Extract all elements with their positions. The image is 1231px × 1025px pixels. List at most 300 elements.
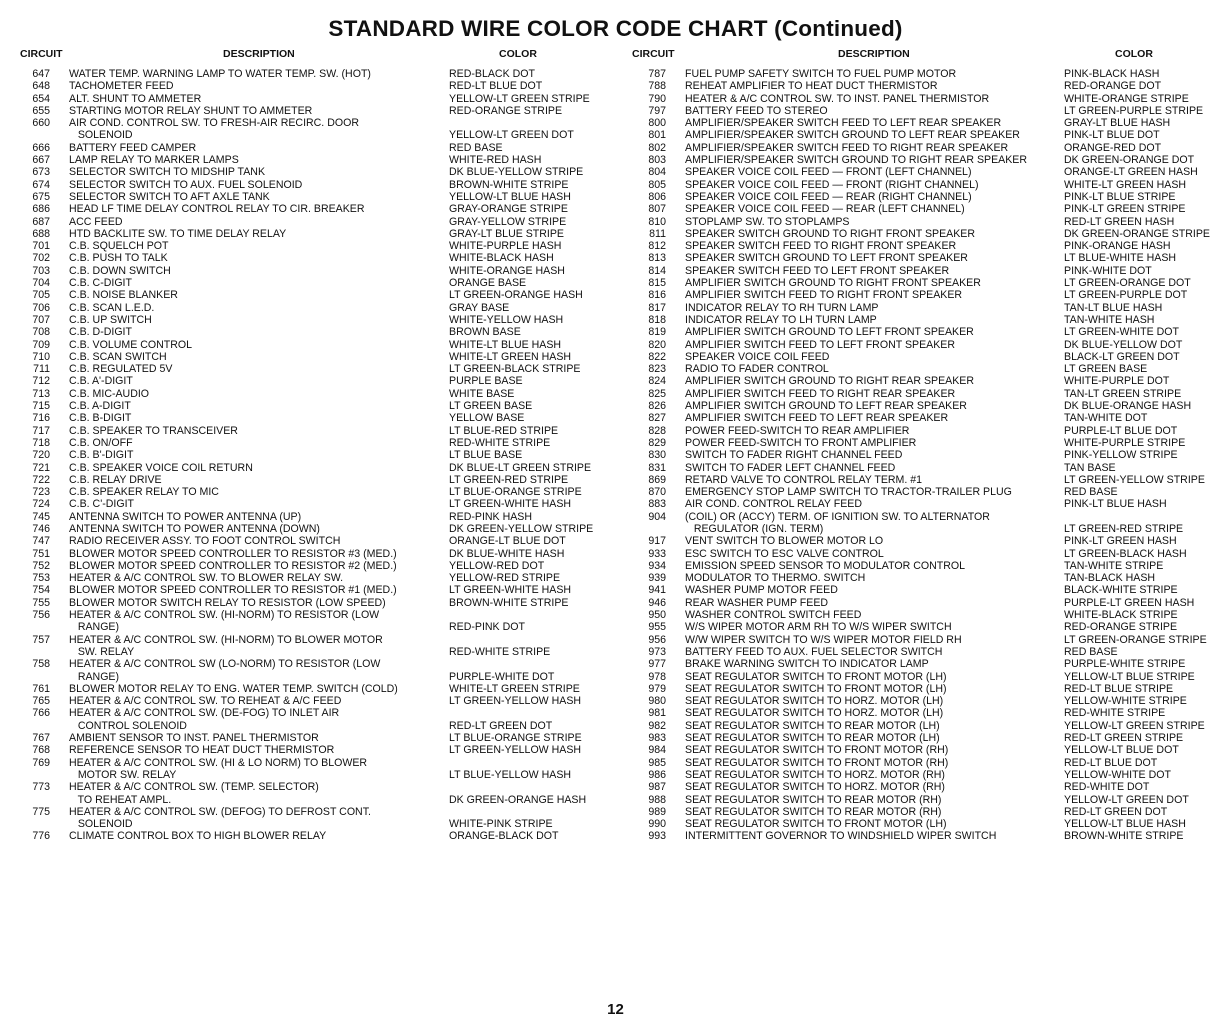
circuit-number: 978	[648, 670, 666, 683]
circuit-number: 724	[32, 498, 50, 511]
table-row	[14, 166, 614, 178]
circuit-number: 746	[32, 522, 50, 535]
table-row	[630, 216, 1226, 228]
wire-color: TAN-BLACK HASH	[1064, 572, 1156, 585]
table-row	[630, 781, 1226, 793]
wire-color: TAN-WHITE HASH	[1064, 313, 1155, 326]
wire-color: RED-LT BLUE DOT	[1064, 756, 1158, 769]
circuit-number: 950	[648, 609, 666, 622]
circuit-header: CIRCUIT	[632, 48, 675, 60]
circuit-description: C.B. SPEAKER TO TRANSCEIVER	[69, 424, 238, 437]
wire-color: YELLOW-LT BLUE HASH	[1064, 818, 1186, 831]
circuit-number: 933	[648, 547, 666, 560]
circuit-description: HEAD LF TIME DELAY CONTROL RELAY TO CIR. BREAKER	[69, 203, 365, 216]
wire-color: RED-BLACK DOT	[449, 68, 535, 80]
wire-color: BROWN-WHITE STRIPE	[1064, 830, 1184, 843]
circuit-description: (COIL) OR (ACCY) TERM. OF IGNITION SW. TO ALTERNATOR REGULATOR (IGN. TERM)	[685, 510, 990, 535]
circuit-description: AIR COND. CONTROL SW. TO FRESH-AIR RECIRC. DOOR SOLENOID	[69, 117, 359, 142]
wire-color: LT GREEN-RED STRIPE	[1064, 522, 1184, 535]
circuit-description: HEATER & A/C CONTROL SW. TO INST. PANEL THERMISTOR	[685, 92, 990, 105]
table-row	[14, 252, 614, 264]
wire-color: WHITE-BLACK HASH	[449, 252, 554, 265]
circuit-number: 820	[648, 338, 666, 351]
wire-color: RED-LT GREEN DOT	[1064, 805, 1168, 818]
circuit-description: HEATER & A/C CONTROL SW. (DE-FOG) TO INLET AIR CONTROL SOLENOID	[69, 707, 340, 732]
wire-color: WHITE-LT GREEN STRIPE	[449, 682, 580, 695]
wire-color: RED-LT GREEN HASH	[1064, 215, 1175, 228]
circuit-description: LAMP RELAY TO MARKER LAMPS	[69, 154, 239, 167]
circuit-number: 756	[32, 609, 50, 622]
circuit-number: 803	[648, 154, 666, 167]
table-row	[630, 437, 1226, 449]
circuit-number: 758	[32, 658, 50, 671]
wire-color: GRAY-YELLOW STRIPE	[449, 215, 567, 228]
wire-color: WHITE-LT GREEN HASH	[1064, 178, 1187, 191]
circuit-description: STARTING MOTOR RELAY SHUNT TO AMMETER	[69, 104, 313, 117]
table-row	[630, 584, 1226, 596]
circuit-number: 812	[648, 240, 666, 253]
circuit-description: HEATER & A/C CONTROL SW. TO BLOWER RELAY SW.	[69, 572, 344, 585]
circuit-description: C.B. C-DIGIT	[69, 277, 132, 290]
circuit-description: AMPLIFIER SWITCH FEED TO RIGHT FRONT SPEAKER	[685, 289, 963, 302]
table-row	[14, 781, 614, 806]
table-row	[14, 326, 614, 338]
circuit-description: SPEAKER VOICE COIL FEED — REAR (LEFT CHANNEL)	[685, 203, 965, 216]
circuit-header: CIRCUIT	[20, 48, 63, 60]
table-row	[14, 314, 614, 326]
wire-color: RED-WHITE STRIPE	[449, 436, 551, 449]
wire-color: GRAY-ORANGE STRIPE	[449, 203, 568, 216]
circuit-description: REAR WASHER PUMP FEED	[685, 596, 829, 609]
table-row	[630, 142, 1226, 154]
wire-color: RED-LT GREEN DOT	[449, 719, 553, 732]
circuit-number: 811	[649, 227, 666, 240]
table-row	[630, 560, 1226, 572]
right-table-body	[630, 68, 1226, 843]
wire-color: LT BLUE BASE	[449, 449, 523, 462]
wire-color: WHITE-LT GREEN HASH	[449, 350, 572, 363]
circuit-description: EMERGENCY STOP LAMP SWITCH TO TRACTOR-TRAILER PLUG	[685, 486, 1012, 499]
circuit-description: HEATER & A/C CONTROL SW. (HI-NORM) TO RESISTOR (LOW RANGE)	[69, 609, 380, 634]
table-row	[14, 412, 614, 424]
table-row	[14, 388, 614, 400]
wire-color: ORANGE-LT BLUE DOT	[449, 535, 566, 548]
table-row	[14, 105, 614, 117]
wire-color: WHITE BASE	[449, 387, 515, 400]
circuit-number: 981	[648, 707, 666, 720]
circuit-description: AIR COND. CONTROL RELAY FEED	[685, 498, 862, 511]
circuit-description: C.B. RELAY DRIVE	[69, 473, 162, 486]
circuit-number: 917	[648, 535, 666, 548]
wire-color: DK GREEN-YELLOW STRIPE	[449, 522, 594, 535]
wire-color: PURPLE-WHITE DOT	[449, 670, 555, 683]
circuit-description: BLOWER MOTOR SPEED CONTROLLER TO RESISTOR #3 (MED.)	[69, 547, 397, 560]
column-headers	[630, 46, 1226, 68]
wire-color: LT GREEN-WHITE DOT	[1064, 326, 1179, 339]
circuit-number: 983	[648, 732, 666, 745]
circuit-number: 797	[648, 104, 666, 117]
table-row	[630, 375, 1226, 387]
left-column	[14, 46, 614, 843]
circuit-description: REHEAT AMPLIFIER TO HEAT DUCT THERMISTOR	[685, 80, 938, 93]
table-row	[14, 339, 614, 351]
circuit-description: SEAT REGULATOR SWITCH TO FRONT MOTOR (LH)	[685, 670, 947, 683]
wire-color: LT GREEN-ORANGE DOT	[1064, 277, 1191, 290]
table-row	[630, 806, 1226, 818]
wire-color: RED-ORANGE DOT	[1064, 80, 1162, 93]
table-row	[14, 375, 614, 387]
circuit-number: 790	[648, 92, 666, 105]
circuit-number: 648	[32, 80, 50, 93]
circuit-description: RADIO RECEIVER ASSY. TO FOOT CONTROL SWITCH	[69, 535, 341, 548]
circuit-description: HEATER & A/C CONTROL SW. (HI & LO NORM) TO BLOWER MOTOR SW. RELAY	[69, 756, 368, 781]
table-row	[630, 240, 1226, 252]
circuit-description: SEAT REGULATOR SWITCH TO REAR MOTOR (RH)	[685, 793, 942, 806]
circuit-number: 800	[648, 117, 666, 130]
wire-color: LT GREEN-ORANGE STRIPE	[1064, 633, 1207, 646]
wire-color: RED-WHITE STRIPE	[1064, 707, 1166, 720]
wire-color: PINK-WHITE DOT	[1064, 264, 1152, 277]
wire-color: RED-ORANGE STRIPE	[1064, 621, 1178, 634]
table-row	[14, 449, 614, 461]
wire-color: BROWN-WHITE STRIPE	[449, 178, 569, 191]
color-header: COLOR	[1115, 48, 1153, 60]
wire-color: LT BLUE-YELLOW HASH	[449, 768, 572, 781]
circuit-number: 647	[32, 68, 50, 80]
table-row	[630, 449, 1226, 461]
wire-color: ORANGE-BLACK DOT	[449, 830, 559, 843]
table-row	[14, 351, 614, 363]
wire-color: ORANGE-LT GREEN HASH	[1064, 166, 1198, 179]
circuit-number: 807	[648, 203, 666, 216]
wire-color: YELLOW-LT BLUE HASH	[449, 190, 571, 203]
table-row	[630, 252, 1226, 264]
table-row	[630, 265, 1226, 277]
circuit-number: 802	[648, 141, 666, 154]
circuit-number: 711	[33, 363, 50, 376]
circuit-number: 708	[32, 326, 50, 339]
circuit-description: SPEAKER VOICE COIL FEED	[685, 350, 830, 363]
wire-color: RED-LT BLUE STRIPE	[1064, 682, 1174, 695]
circuit-description: BATTERY FEED TO AUX. FUEL SELECTOR SWITCH	[685, 645, 943, 658]
circuit-number: 660	[32, 117, 50, 130]
wire-color: DK GREEN-ORANGE DOT	[1064, 154, 1195, 167]
circuit-number: 984	[648, 744, 666, 757]
circuit-number: 710	[32, 350, 50, 363]
wire-color: YELLOW-RED DOT	[449, 559, 545, 572]
circuit-number: 827	[648, 412, 666, 425]
circuit-number: 813	[648, 252, 666, 265]
wire-color: PINK-LT GREEN HASH	[1064, 535, 1177, 548]
wire-color: LT GREEN-YELLOW HASH	[449, 744, 582, 757]
wire-color: ORANGE BASE	[449, 277, 527, 290]
table-row	[14, 609, 614, 634]
circuit-number: 804	[648, 166, 666, 179]
table-row	[14, 437, 614, 449]
circuit-number: 787	[648, 68, 666, 80]
circuit-number: 824	[648, 375, 666, 388]
circuit-description: BLOWER MOTOR SPEED CONTROLLER TO RESISTOR #2 (MED.)	[69, 559, 397, 572]
circuit-number: 815	[648, 277, 666, 290]
circuit-description: AMPLIFIER/SPEAKER SWITCH FEED TO RIGHT REAR SPEAKER	[685, 141, 1009, 154]
circuit-number: 768	[32, 744, 50, 757]
circuit-number: 826	[648, 400, 666, 413]
circuit-number: 883	[648, 498, 666, 511]
wire-color: LT GREEN-WHITE HASH	[449, 498, 572, 511]
circuit-description: C.B. ON/OFF	[69, 436, 133, 449]
circuit-description: REFERENCE SENSOR TO HEAT DUCT THERMISTOR	[69, 744, 335, 757]
table-row	[630, 474, 1226, 486]
circuit-description: SELECTOR SWITCH TO MIDSHIP TANK	[69, 166, 266, 179]
circuit-description: RETARD VALVE TO CONTROL RELAY TERM. #1	[685, 473, 923, 486]
table-row	[14, 498, 614, 510]
circuit-description: AMPLIFIER SWITCH GROUND TO RIGHT REAR SPEAKER	[685, 375, 975, 388]
table-row	[630, 289, 1226, 301]
circuit-number: 814	[648, 264, 666, 277]
wire-color: YELLOW BASE	[449, 412, 525, 425]
table-row	[630, 400, 1226, 412]
table-row	[14, 289, 614, 301]
table-row	[14, 117, 614, 142]
circuit-number: 761	[32, 682, 50, 695]
table-row	[630, 80, 1226, 92]
wire-color: DK GREEN-ORANGE STRIPE	[1064, 227, 1210, 240]
wire-color: TAN-LT GREEN STRIPE	[1064, 387, 1182, 400]
circuit-description: C.B. VOLUME CONTROL	[69, 338, 193, 351]
circuit-number: 776	[32, 830, 50, 843]
circuit-description: ANTENNA SWITCH TO POWER ANTENNA (UP)	[69, 510, 302, 523]
wire-color: PURPLE-LT BLUE DOT	[1064, 424, 1178, 437]
circuit-description: EMISSION SPEED SENSOR TO MODULATOR CONTROL	[685, 559, 965, 572]
description-header: DESCRIPTION	[838, 48, 910, 60]
circuit-number: 825	[648, 387, 666, 400]
wire-color: RED-PINK DOT	[449, 621, 525, 634]
page-title: STANDARD WIRE COLOR CODE CHART (Continued)	[328, 16, 903, 41]
circuit-number: 752	[32, 559, 50, 572]
table-row	[14, 757, 614, 782]
left-table-body	[14, 68, 614, 843]
table-row	[14, 572, 614, 584]
circuit-number: 723	[32, 486, 50, 499]
circuit-number: 766	[32, 707, 50, 720]
table-row	[630, 129, 1226, 141]
table-row	[630, 277, 1226, 289]
table-row	[630, 720, 1226, 732]
wire-color: PINK-LT BLUE DOT	[1064, 129, 1160, 142]
circuit-number: 767	[32, 732, 50, 745]
wire-color: WHITE-PINK STRIPE	[449, 818, 553, 831]
table-row	[630, 166, 1226, 178]
table-row	[630, 425, 1226, 437]
table-row	[630, 683, 1226, 695]
table-row	[630, 191, 1226, 203]
wire-color: LT GREEN-ORANGE HASH	[449, 289, 583, 302]
table-row	[630, 818, 1226, 830]
circuit-description: HEATER & A/C CONTROL SW. (DEFOG) TO DEFROST CONT. SOLENOID	[69, 805, 371, 831]
table-row	[14, 548, 614, 560]
table-row	[14, 154, 614, 166]
wire-color: LT GREEN-YELLOW HASH	[449, 695, 582, 708]
table-row	[14, 80, 614, 92]
circuit-number: 722	[32, 473, 50, 486]
table-row	[14, 584, 614, 596]
circuit-description: SEAT REGULATOR SWITCH TO HORZ. MOTOR (RH)	[685, 781, 945, 794]
table-row	[630, 511, 1226, 536]
circuit-description: AMPLIFIER SWITCH FEED TO LEFT REAR SPEAKER	[685, 412, 949, 425]
wire-color: PINK-YELLOW STRIPE	[1064, 449, 1178, 462]
wire-color: WHITE-YELLOW HASH	[449, 313, 564, 326]
circuit-description: AMBIENT SENSOR TO INST. PANEL THERMISTOR	[69, 732, 319, 745]
table-row	[14, 695, 614, 707]
circuit-description: W/W WIPER SWITCH TO W/S WIPER MOTOR FIELD RH	[685, 633, 962, 646]
table-row	[14, 191, 614, 203]
table-row	[14, 228, 614, 240]
table-row	[630, 646, 1226, 658]
circuit-description: C.B. D-DIGIT	[69, 326, 132, 339]
circuit-description: SEAT REGULATOR SWITCH TO REAR MOTOR (LH)	[685, 732, 940, 745]
wire-color: RED-LT BLUE DOT	[449, 80, 543, 93]
circuit-number: 765	[32, 695, 50, 708]
circuit-description: SPEAKER VOICE COIL FEED — FRONT (RIGHT CHANNEL)	[685, 178, 979, 191]
circuit-number: 675	[32, 190, 50, 203]
wire-color: LT GREEN-PURPLE STRIPE	[1064, 104, 1204, 117]
circuit-description: C.B. UP SWITCH	[69, 313, 152, 326]
circuit-description: HEATER & A/C CONTROL SW. TO REHEAT & A/C FEED	[69, 695, 342, 708]
circuit-number: 819	[648, 326, 666, 339]
circuit-description: SEAT REGULATOR SWITCH TO REAR MOTOR (LH)	[685, 719, 940, 732]
wire-color: RED BASE	[1064, 486, 1118, 499]
circuit-number: 955	[648, 621, 666, 634]
wire-color: ORANGE-RED DOT	[1064, 141, 1162, 154]
wire-color: WHITE-ORANGE STRIPE	[1064, 92, 1189, 105]
circuit-description: SEAT REGULATOR SWITCH TO HORZ. MOTOR (RH)	[685, 768, 945, 781]
circuit-description: C.B. PUSH TO TALK	[69, 252, 168, 265]
circuit-description: SPEAKER SWITCH GROUND TO LEFT FRONT SPEAKER	[685, 252, 968, 265]
circuit-number: 828	[648, 424, 666, 437]
circuit-description: WASHER PUMP MOTOR FEED	[685, 584, 838, 597]
circuit-description: HEATER & A/C CONTROL SW. (HI-NORM) TO BLOWER MOTOR SW. RELAY	[69, 633, 383, 658]
circuit-number: 941	[648, 584, 666, 597]
table-row	[14, 240, 614, 252]
circuit-description: INDICATOR RELAY TO RH TURN LAMP	[685, 301, 879, 314]
table-row	[630, 351, 1226, 363]
column-headers	[14, 46, 614, 68]
table-row	[630, 228, 1226, 240]
wire-color: GRAY-LT BLUE HASH	[1064, 117, 1171, 130]
circuit-number: 654	[32, 92, 50, 105]
circuit-description: C.B. SCAN SWITCH	[69, 350, 167, 363]
circuit-number: 706	[32, 301, 50, 314]
circuit-number: 985	[648, 756, 666, 769]
table-row	[14, 486, 614, 498]
circuit-description: SEAT REGULATOR SWITCH TO HORZ. MOTOR (LH)	[685, 707, 944, 720]
circuit-description: C.B. B'-DIGIT	[69, 449, 134, 462]
circuit-number: 946	[648, 596, 666, 609]
table-row	[14, 707, 614, 732]
wire-color: LT BLUE-RED STRIPE	[449, 424, 559, 437]
circuit-number: 686	[32, 203, 50, 216]
description-header: DESCRIPTION	[223, 48, 295, 60]
wire-color: PINK-LT BLUE HASH	[1064, 498, 1167, 511]
wire-color: WHITE-RED HASH	[449, 154, 542, 167]
wire-color: YELLOW-LT GREEN DOT	[1064, 793, 1189, 806]
circuit-number: 717	[32, 424, 50, 437]
wire-color: RED BASE	[449, 141, 503, 154]
circuit-description: W/S WIPER MOTOR ARM RH TO W/S WIPER SWITCH	[685, 621, 952, 634]
circuit-number: 703	[32, 264, 50, 277]
circuit-description: C.B. SPEAKER VOICE COIL RETURN	[69, 461, 253, 474]
table-row	[630, 105, 1226, 117]
circuit-number: 806	[648, 190, 666, 203]
wire-color: DK BLUE-LT GREEN STRIPE	[449, 461, 592, 474]
circuit-description: AMPLIFIER/SPEAKER SWITCH FEED TO LEFT REAR SPEAKER	[685, 117, 1002, 130]
circuit-description: C.B. A'-DIGIT	[69, 375, 133, 388]
table-row	[630, 658, 1226, 670]
circuit-description: SELECTOR SWITCH TO AUX. FUEL SOLENOID	[69, 178, 303, 191]
circuit-description: AMPLIFIER SWITCH GROUND TO LEFT FRONT SPEAKER	[685, 326, 974, 339]
circuit-description: BLOWER MOTOR RELAY TO ENG. WATER TEMP. SWITCH (COLD)	[69, 682, 398, 695]
table-row	[630, 548, 1226, 560]
circuit-description: HTD BACKLITE SW. TO TIME DELAY RELAY	[69, 227, 287, 240]
right-column	[630, 46, 1226, 843]
circuit-number: 755	[32, 596, 50, 609]
circuit-number: 956	[648, 633, 666, 646]
circuit-number: 831	[648, 461, 666, 474]
circuit-description: BLOWER MOTOR SPEED CONTROLLER TO RESISTOR #1 (MED.)	[69, 584, 397, 597]
circuit-number: 687	[32, 215, 50, 228]
circuit-number: 701	[32, 240, 50, 253]
circuit-description: HEATER & A/C CONTROL SW (LO-NORM) TO RESISTOR (LOW RANGE)	[69, 658, 381, 683]
wire-color: GRAY-LT BLUE STRIPE	[449, 227, 564, 240]
circuit-description: ALT. SHUNT TO AMMETER	[69, 92, 202, 105]
circuit-number: 977	[648, 658, 666, 671]
circuit-description: VENT SWITCH TO BLOWER MOTOR LO	[685, 535, 884, 548]
table-row	[14, 462, 614, 474]
circuit-number: 993	[648, 830, 666, 843]
circuit-description: AMPLIFIER/SPEAKER SWITCH GROUND TO LEFT REAR SPEAKER	[685, 129, 1020, 142]
table-row	[14, 203, 614, 215]
circuit-description: C.B. SCAN L.E.D.	[69, 301, 155, 314]
circuit-number: 769	[32, 756, 50, 769]
circuit-description: SPEAKER SWITCH FEED TO LEFT FRONT SPEAKER	[685, 264, 950, 277]
circuit-description: AMPLIFIER/SPEAKER SWITCH GROUND TO RIGHT REAR SPEAKER	[685, 154, 1028, 167]
wire-color: LT BLUE-ORANGE STRIPE	[449, 486, 582, 499]
circuit-number: 986	[648, 768, 666, 781]
color-header: COLOR	[499, 48, 537, 60]
wire-color: LT GREEN-BLACK HASH	[1064, 547, 1187, 560]
table-row	[14, 535, 614, 547]
table-row	[630, 671, 1226, 683]
circuit-number: 989	[648, 805, 666, 818]
wire-color: DK BLUE-WHITE HASH	[449, 547, 565, 560]
table-row	[630, 769, 1226, 781]
wire-color: PINK-LT GREEN STRIPE	[1064, 203, 1186, 216]
wire-color: BLACK-WHITE STRIPE	[1064, 584, 1178, 597]
circuit-number: 805	[648, 178, 666, 191]
circuit-description: WATER TEMP. WARNING LAMP TO WATER TEMP. SW. (HOT)	[69, 68, 371, 80]
wire-color: LT GREEN-RED STRIPE	[449, 473, 569, 486]
circuit-number: 817	[648, 301, 666, 314]
wire-color: YELLOW-LT GREEN STRIPE	[1064, 719, 1205, 732]
wire-color: DK BLUE-YELLOW STRIPE	[449, 166, 584, 179]
circuit-number: 816	[648, 289, 666, 302]
wire-color: LT GREEN BASE	[1064, 363, 1148, 376]
circuit-description: SWITCH TO FADER LEFT CHANNEL FEED	[685, 461, 896, 474]
circuit-description: SEAT REGULATOR SWITCH TO FRONT MOTOR (LH)	[685, 682, 947, 695]
wire-color: BLACK-LT GREEN DOT	[1064, 350, 1180, 363]
wire-color: RED-LT GREEN STRIPE	[1064, 732, 1184, 745]
table-row	[14, 658, 614, 683]
